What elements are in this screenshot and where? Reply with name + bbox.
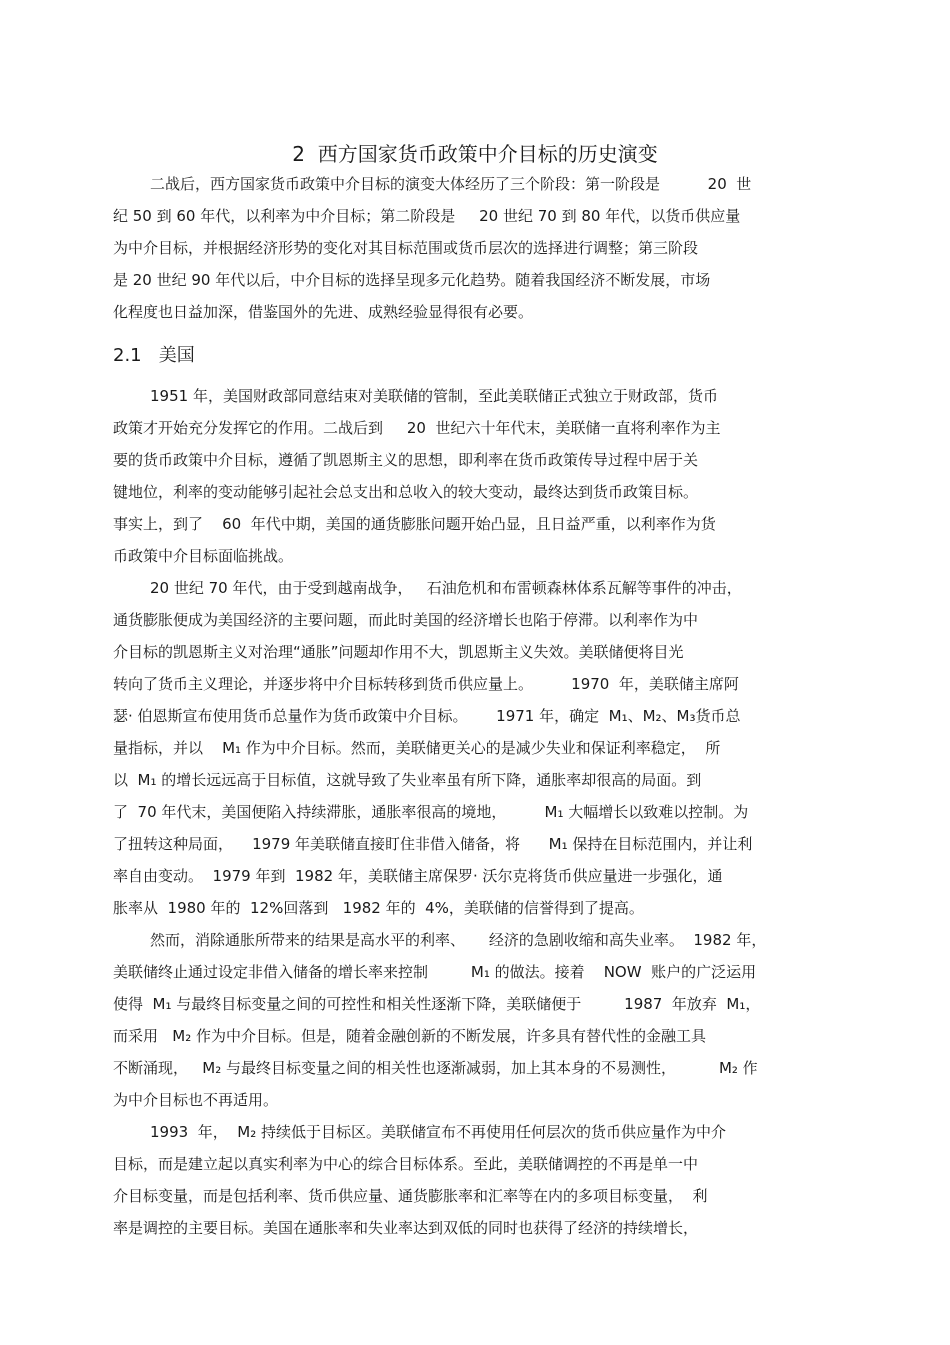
paragraph-line: 了扭转这种局面， 1979 年美联储直接盯住非借入储备，将 M₁ 保持在目标范围内，并让利	[113, 835, 753, 853]
paragraph-line: 要的货币政策中介目标，遵循了凯恩斯主义的思想，即利率在货币政策传导过程中居于关	[113, 451, 699, 469]
section-title: 2.1 美国	[113, 345, 195, 366]
paragraph-line: 20 世纪 70 年代，由于受到越南战争， 石油危机和布雷顿森林体系瓦解等事件的冲击，	[150, 579, 742, 597]
intro-line: 化程度也日益加深，借鉴国外的先进、成熟经验显得很有必要。	[113, 303, 534, 321]
paragraph-line: 1993 年， M₂ 持续低于目标区。美联储宣布不再使用任何层次的货币供应量作为中介	[150, 1123, 726, 1141]
paragraph-line: 政策才开始充分发挥它的作用。二战后到 20 世纪六十年代末，美联储一直将利率作为主	[113, 419, 721, 437]
paragraph-line: 量指标，并以 M₁ 作为中介目标。然而，美联储更关心的是减少失业和保证利率稳定， 所	[113, 739, 721, 757]
paragraph-line: 然而，消除通胀所带来的结果是高水平的利率、 经济的急剧收缩和高失业率。 1982 年，	[150, 931, 767, 949]
paragraph-line: 而采用 M₂ 作为中介目标。但是，随着金融创新的不断发展，许多具有替代性的金融工具	[113, 1027, 707, 1045]
paragraph-line: 目标，而是建立起以真实利率为中心的综合目标体系。至此，美联储调控的不再是单一中	[113, 1155, 699, 1173]
paragraph-line: 瑟· 伯恩斯宣布使用货币总量作为货币政策中介目标。 1971 年，确定 M₁、M₂、M₃货币总	[113, 707, 741, 725]
paragraph-line: 事实上，到了 60 年代中期，美国的通货膨胀问题开始凸显，且日益严重，以利率作为货	[113, 515, 716, 533]
paragraph-line: 使得 M₁ 与最终目标变量之间的可控性和相关性逐渐下降，美联储便于 1987 年放弃 M₁，	[113, 995, 761, 1013]
paragraph-line: 不断涌现， M₂ 与最终目标变量之间的相关性也逐渐减弱，加上其本身的不易测性， M₂ 作	[113, 1059, 758, 1077]
paragraph-line: 率自由变动。 1979 年到 1982 年，美联储主席保罗· 沃尔克将货币供应量进一步强化，通	[113, 867, 723, 885]
paragraph-line: 美联储终止通过设定非借入储备的增长率来控制 M₁ 的做法。接着 NOW 账户的广泛运用	[113, 963, 757, 981]
paragraph-line: 通货膨胀便成为美国经济的主要问题，而此时美国的经济增长也陷于停滞。以利率作为中	[113, 611, 699, 629]
paragraph-line: 为中介目标也不再适用。	[113, 1091, 279, 1109]
paragraph-line: 转向了货币主义理论，并逐步将中介目标转移到货币供应量上。 1970 年，美联储主席阿	[113, 675, 739, 693]
intro-line: 是 20 世纪 90 年代以后，中介目标的选择呈现多元化趋势。随着我国经济不断发展，市场	[113, 271, 711, 289]
paragraph-line: 率是调控的主要目标。美国在通胀率和失业率达到双低的同时也获得了经济的持续增长，	[113, 1219, 699, 1237]
intro-line: 二战后，西方国家货币政策中介目标的演变大体经历了三个阶段：第一阶段是 20 世	[150, 175, 752, 193]
paragraph-line: 介目标变量，而是包括利率、货币供应量、通货膨胀率和汇率等在内的多项目标变量， 利	[113, 1187, 708, 1205]
paragraph-line: 了 70 年代末，美国便陷入持续滞胀，通胀率很高的境地， M₁ 大幅增长以致难以控制。为	[113, 803, 749, 821]
intro-line: 为中介目标，并根据经济形势的变化对其目标范围或货币层次的选择进行调整；第三阶段	[113, 239, 699, 257]
paragraph-line: 胀率从 1980 年的 12%回落到 1982 年的 4%，美联储的信誉得到了提高。	[113, 899, 644, 917]
paragraph-line: 1951 年，美国财政部同意结束对美联储的管制，至此美联储正式独立于财政部，货币	[150, 387, 718, 405]
paragraph-line: 以 M₁ 的增长远远高于目标值，这就导致了失业率虽有所下降，通胀率却很高的局面。到	[113, 771, 702, 789]
paragraph-line: 键地位，利率的变动能够引起社会总支出和总收入的较大变动，最终达到货币政策目标。	[113, 483, 699, 501]
intro-line: 纪 50 到 60 年代，以利率为中介目标；第二阶段是 20 世纪 70 到 80 年代，以货币供应量	[113, 207, 741, 225]
paragraph-line: 币政策中介目标面临挑战。	[113, 547, 294, 565]
paragraph-line: 介目标的凯恩斯主义对治理“通胀”问题却作用不大，凯恩斯主义失效。美联储便将目光	[113, 643, 684, 661]
chapter-title: 2 西方国家货币政策中介目标的历史演变	[292, 142, 658, 166]
